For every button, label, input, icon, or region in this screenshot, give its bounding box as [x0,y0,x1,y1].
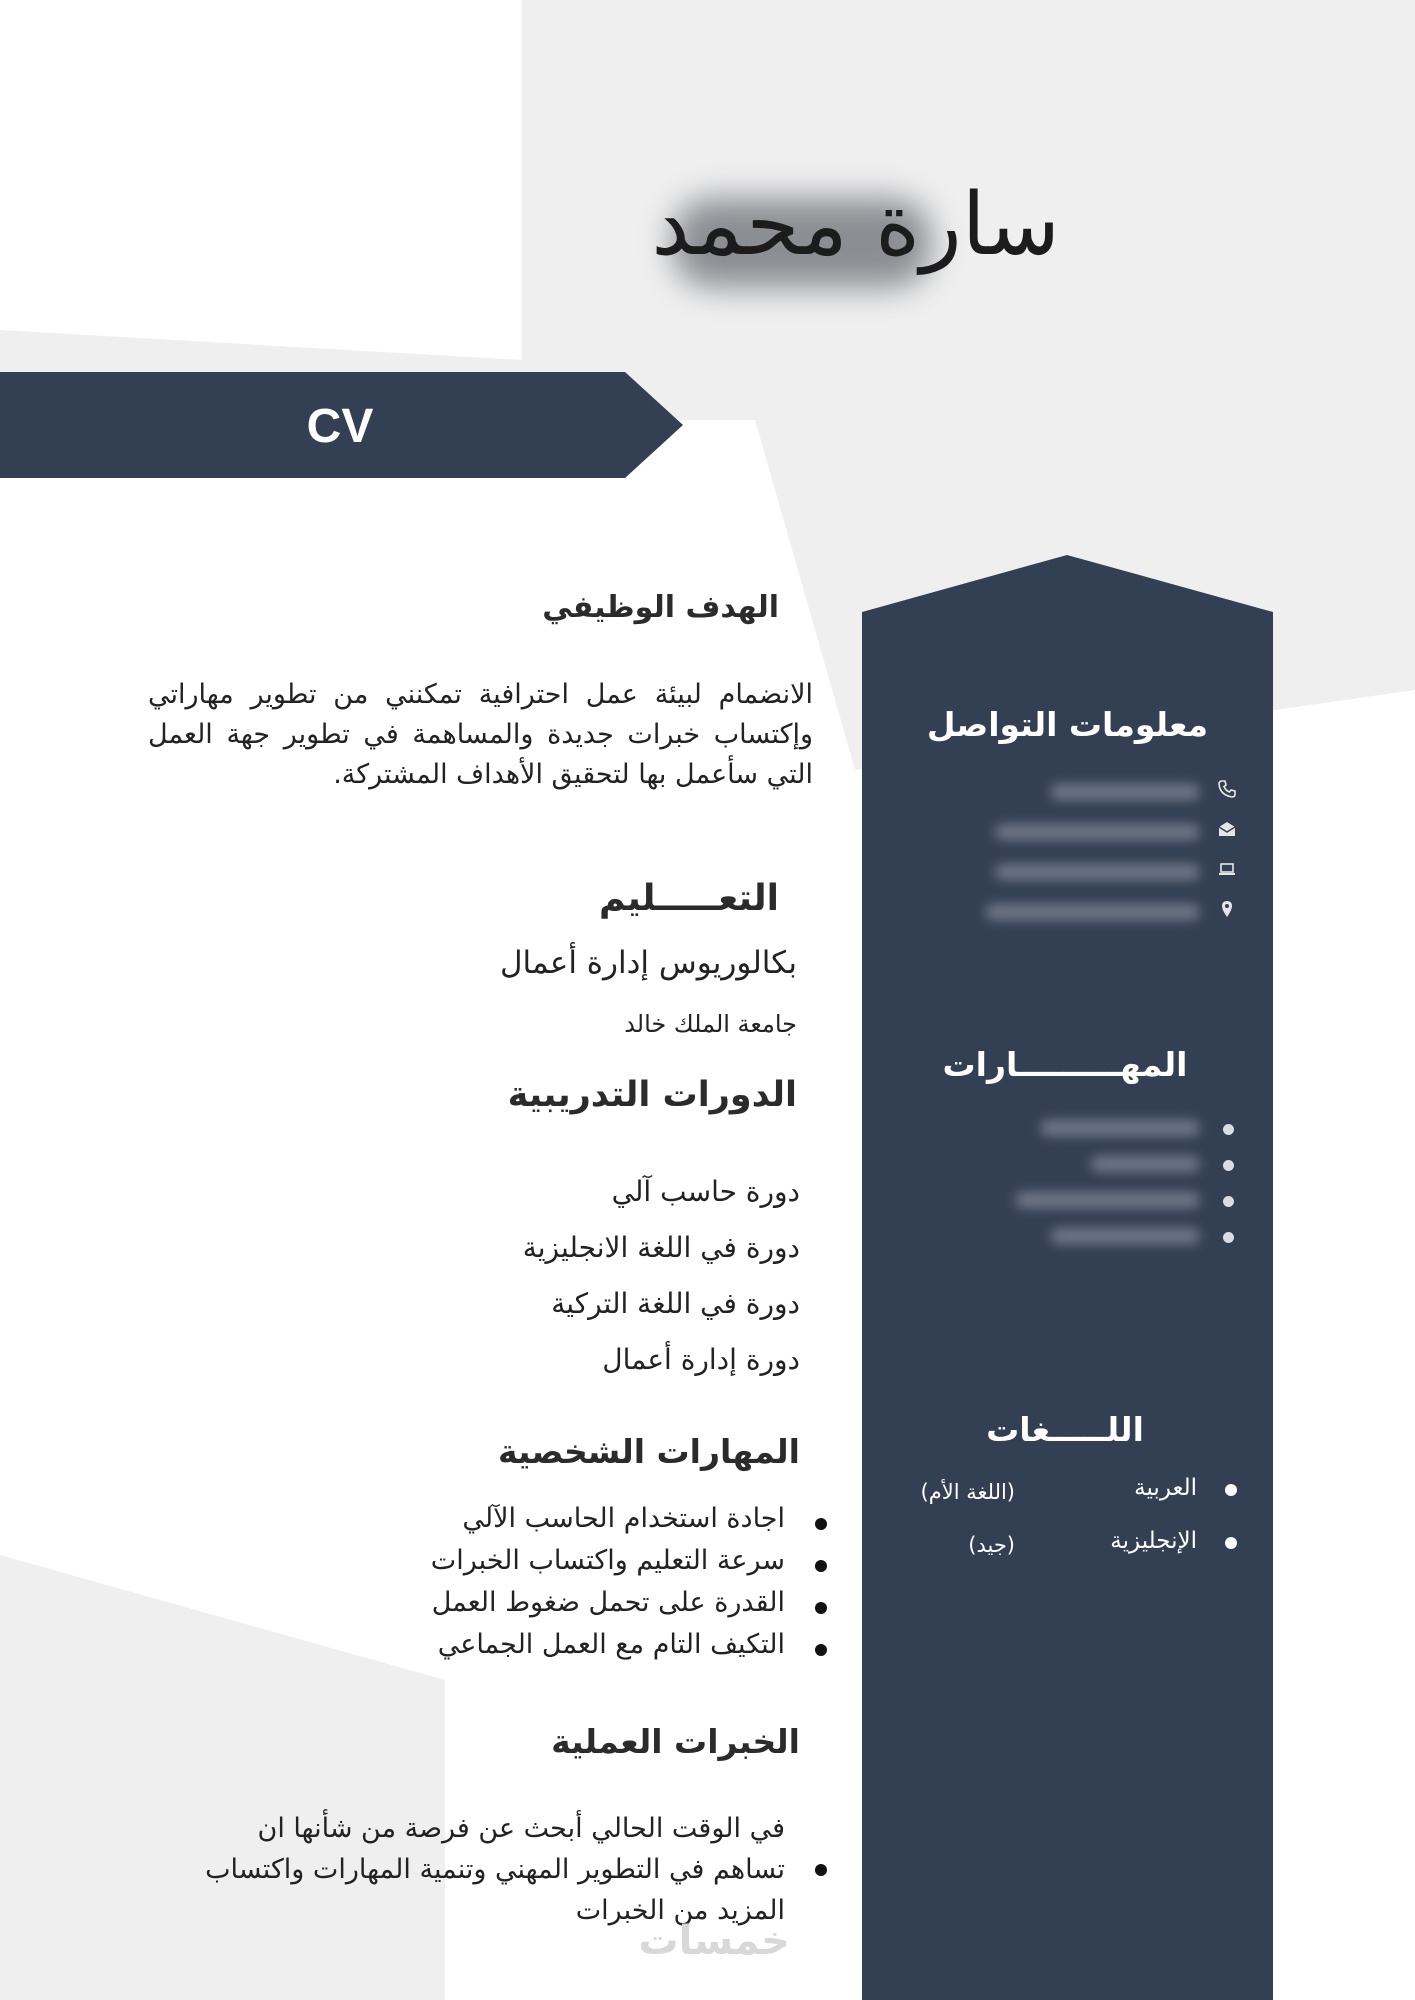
courses-title: الدورات التدريبية [507,1075,797,1115]
course-item: دورة حاسب آلي [611,1175,800,1208]
language-level: (اللغة الأم) [920,1480,1015,1504]
bottom-gray-shape [0,1555,445,2000]
skill-bullet [1223,1232,1234,1243]
experience-item: في الوقت الحالي أبحث عن فرصة من شأنها ان تساهم في التطوير المهني وتنمية المهارات واكتساب المزيد من الخبرات [205,1808,785,1931]
objective-title: الهدف الوظيفي [542,590,779,625]
mail-icon [1214,819,1240,845]
skill-bullet [1223,1160,1234,1171]
location-icon [1214,899,1240,925]
language-name: العربية [1134,1475,1197,1501]
contact-website-row [990,855,1240,889]
skill-bullet [1223,1196,1234,1207]
sidebar-skills-list [990,1110,1240,1260]
contact-address-row [990,895,1240,929]
education-university: جامعة الملك خالد [624,1010,797,1038]
personal-skill-item: التكيف التام مع العمل الجماعي [431,1629,785,1671]
course-item: دورة إدارة أعمال [602,1343,800,1376]
personal-skills-list [431,1503,785,1671]
languages-list [900,1475,1245,1575]
cv-label: CV [306,400,374,453]
experience-title: الخبرات العملية [551,1722,800,1761]
education-degree: بكالوريوس إدارة أعمال [499,945,797,981]
language-bullet [1225,1537,1237,1549]
course-item: دورة في اللغة التركية [551,1287,800,1320]
personal-skill-item: اجادة استخدام الحاسب الآلي [431,1503,785,1545]
education-title: التعـــــليم [598,878,779,919]
skill-bullet [1223,1124,1234,1135]
phone-icon [1214,779,1240,805]
watermark: خمسات [638,1918,790,1964]
sidebar-panel [862,555,1273,2000]
course-item: دورة في اللغة الانجليزية [522,1231,800,1264]
contact-email-row [990,815,1240,849]
objective-text: الانضمام لبيئة عمل احترافية تمكنني من تطوير مهاراتي وإكتساب خبرات جديدة والمساهمة في تطوير جهة العمل التي سأعمل بها لتحقيق الأهداف المشتركة. [148,679,813,790]
personal-skills-title: المهارات الشخصية [497,1432,800,1471]
laptop-icon [1214,859,1240,885]
courses-list [523,1175,800,1399]
personal-skill-item: القدرة على تحمل ضغوط العمل [431,1587,785,1629]
contact-title: معلومات التواصل [926,705,1209,744]
contact-phone-row [990,775,1240,809]
language-bullet [1225,1484,1237,1496]
language-name: الإنجليزية [1110,1528,1197,1554]
experience-list [205,1808,785,1931]
personal-skill-item: سرعة التعليم واكتساب الخبرات [431,1545,785,1587]
languages-title: اللـــــغات [986,1410,1144,1449]
candidate-name: سارة محمد [651,175,1060,275]
language-level: (جيد) [968,1533,1015,1557]
skills-title: المهـــــــــارات [942,1045,1188,1084]
